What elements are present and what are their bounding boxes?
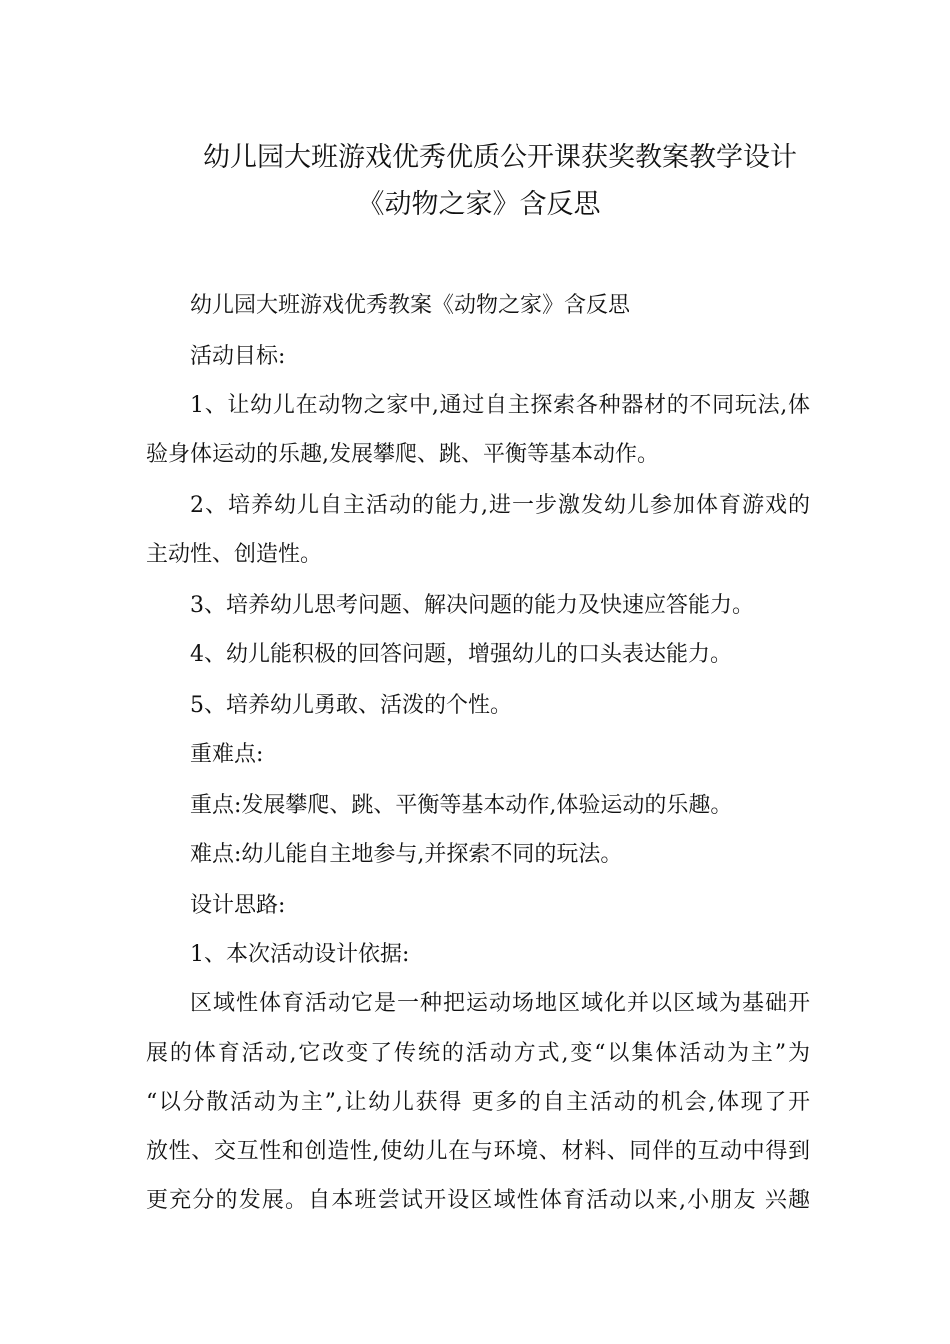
paragraph-line: 放性、交互性和创造性,使幼儿在与环境、材料、同伴的互动中得到 [146, 1139, 810, 1164]
heading-objectives: 活动目标: [190, 344, 286, 369]
document-title-line-1: 幼儿园大班游戏优秀优质公开课获奖教案教学设计 [203, 142, 797, 173]
paragraph-line: 4、幼儿能积极的回答问题，增强幼儿的口头表达能力。 [190, 642, 732, 667]
paragraph-line: 更充分的发展。自本班尝试开设区域性体育活动以来,小朋友 兴趣 [146, 1188, 810, 1213]
paragraph-line: 主动性、创造性。 [146, 542, 323, 567]
subtitle-line: 幼儿园大班游戏优秀教案《动物之家》含反思 [190, 293, 631, 318]
paragraph-line: 1、让幼儿在动物之家中,通过自主探索各种器材的不同玩法,体 [190, 393, 810, 418]
paragraph-line: 5、培养幼儿勇敢、活泼的个性。 [190, 693, 512, 718]
paragraph-line: 1、本次活动设计依据: [190, 942, 410, 967]
heading-key-points: 重难点: [190, 742, 264, 767]
paragraph-line: 展的体育活动,它改变了传统的活动方式,变“以集体活动为主”为 [146, 1041, 810, 1066]
paragraph-line: 难点:幼儿能自主地参与,并探索不同的玩法。 [190, 842, 623, 867]
heading-design-ideas: 设计思路: [190, 893, 286, 918]
paragraph-line: “以分散活动为主”,让幼儿获得 更多的自主活动的机会,体现了开 [146, 1090, 810, 1115]
paragraph-line: 重点:发展攀爬、跳、平衡等基本动作,体验运动的乐趣。 [190, 793, 733, 818]
paragraph-line: 3、培养幼儿思考问题、解决问题的能力及快速应答能力。 [190, 593, 754, 618]
paragraph-line: 验身体运动的乐趣,发展攀爬、跳、平衡等基本动作。 [146, 442, 659, 467]
paragraph-line: 2、培养幼儿自主活动的能力,进一步激发幼儿参加体育游戏的 [190, 493, 810, 518]
paragraph-line: 区域性体育活动它是一种把运动场地区域化并以区域为基础开 [190, 991, 810, 1016]
document-title-line-2: 《动物之家》含反思 [357, 189, 601, 220]
